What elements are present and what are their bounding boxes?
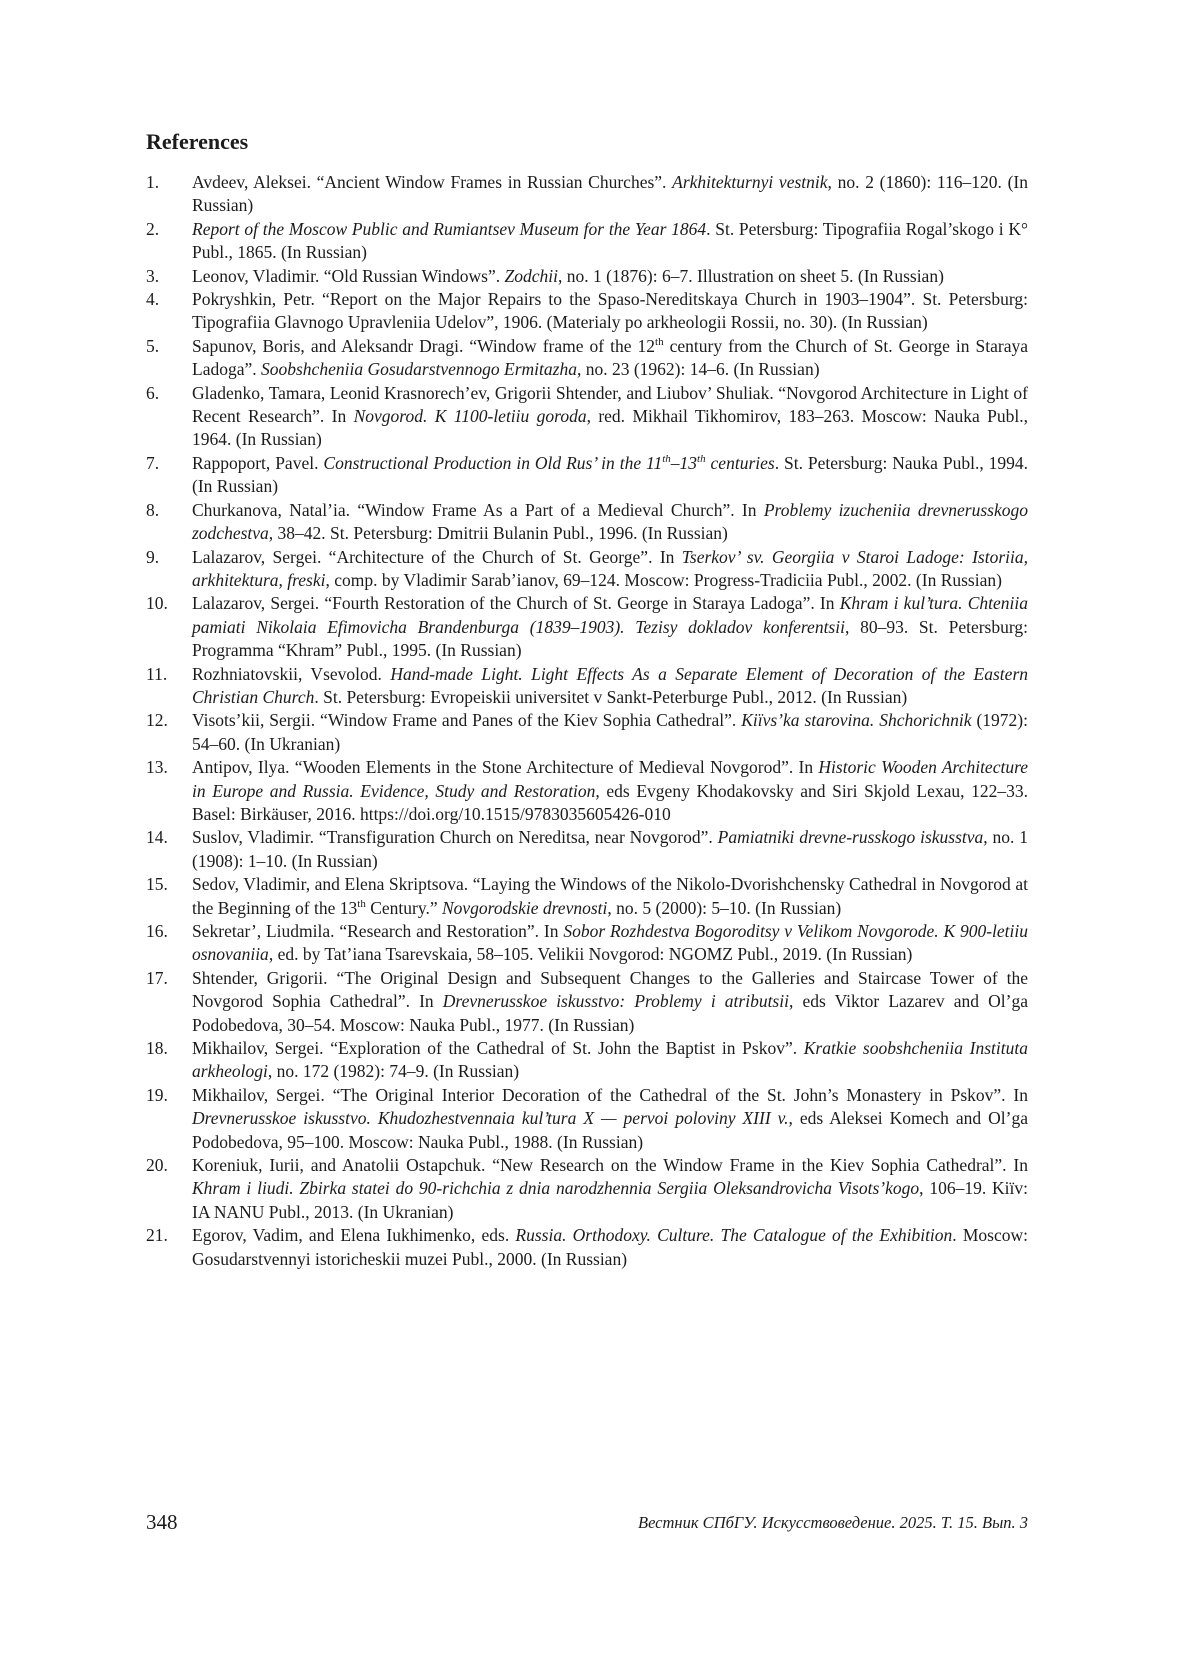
italic-title: Soobshcheniia Gosudarstvennogo Ermitazha (261, 359, 577, 380)
reference-item (146, 335, 1028, 382)
reference-fragment: , eds Aleksei Komech and Ol’ga Podobedova, 95–100. Moscow: Nauka Publ., 1988. (In Russian) (192, 1108, 1028, 1152)
reference-item (146, 592, 1028, 662)
reference-fragment: , 80–93. St. Petersburg: Programma “Khram” Publ., 1995. (In Russian) (192, 616, 1028, 661)
reference-text (192, 710, 1028, 753)
reference-number: 15. (146, 874, 168, 895)
reference-item (146, 499, 1028, 546)
reference-item (146, 967, 1028, 1037)
reference-fragment: Sekretar’, Liudmila. “Research and Restoration”. In (192, 921, 564, 941)
reference-fragment: Lalazarov, Sergei. “Fourth Restoration of the Church of St. George in Staraya Ladoga”. In (192, 593, 840, 614)
reference-fragment: century from the Church of St. George in Staraya Ladoga”. (192, 335, 1028, 380)
reference-number: 11. (146, 663, 168, 684)
reference-fragment: Rappoport, Pavel. (192, 452, 324, 473)
reference-fragment: Sapunov, Boris, and Aleksandr Dragi. “Window frame of the 12 (192, 335, 656, 356)
ordinal-superscript: th (662, 453, 671, 466)
reference-number: 10. (146, 593, 168, 614)
reference-fragment: . St. Petersburg: Evropeiskii universitet v Sankt-Peterburge Publ., 2012. (In Russian) (314, 686, 908, 707)
reference-number: 2. (146, 218, 160, 239)
reference-fragment: , eds Viktor Lazarev and Ol’ga Podobedova, 30–54. Moscow: Nauka Publ., 1977. (In Russian) (192, 991, 1028, 1035)
reference-fragment: , no. 1 (1908): 1–10. (In Russian) (192, 827, 1028, 871)
reference-number: 4. (146, 289, 160, 310)
reference-fragment: Churkanova, Natal’ia. “Window Frame As a Part of a Medieval Church”. In (192, 499, 764, 520)
reference-item (146, 663, 1028, 710)
reference-text (192, 1085, 1028, 1152)
reference-fragment: Mikhailov, Sergei. “The Original Interior Decoration of the Cathedral of the St. John’s Monastery in Pskov”. In (192, 1084, 1028, 1105)
italic-title: Drevnerusskoe iskusstvo: Problemy i atributsii (442, 991, 789, 1012)
reference-fragment: , ed. by Tat’iana Tsarevskaia, 58–105. Velikii Novgorod: NGOMZ Publ., 2019. (In Russian) (268, 944, 913, 965)
italic-title: Hand-made Light. Light Effects As a Separate Element of Decoration of the Eastern Christian Church (192, 663, 1028, 707)
reference-number: 18. (146, 1038, 168, 1059)
reference-text (192, 289, 1028, 332)
italic-title: Problemy izucheniia drevnerusskogo zodchestva (192, 499, 1028, 544)
reference-fragment: Rozhniatovskii, Vsevolod. (192, 663, 391, 684)
reference-item (146, 265, 1028, 288)
reference-number: 5. (146, 335, 160, 356)
reference-text (192, 757, 1028, 824)
reference-fragment: , no. 172 (1982): 74–9. (In Russian) (267, 1061, 520, 1082)
ordinal-superscript: th (655, 336, 664, 349)
reference-fragment: , no. 23 (1962): 14–6. (In Russian) (576, 359, 820, 380)
italic-title: Historic Wooden Architecture in Europe and Russia. Evidence, Study and Restoration (192, 757, 1029, 801)
reference-fragment: , red. Mikhail Tikhomirov, 183–263. Moscow: Nauka Publ., 1964. (In Russian) (192, 406, 1028, 450)
reference-fragment: Lalazarov, Sergei. “Architecture of the Church of St. George”. In (192, 546, 682, 567)
reference-item (146, 382, 1028, 452)
reference-text (192, 968, 1028, 1035)
reference-fragment: , no. 2 (1860): 116–120. (In Russian) (192, 172, 1028, 216)
reference-fragment: Visots’kii, Sergii. “Window Frame and Panes of the Kiev Sophia Cathedral”. (192, 710, 742, 731)
reference-fragment: . St. Petersburg: Tipografiia Rogal’skogo i K° Publ., 1865. (In Russian) (192, 218, 1029, 263)
reference-text (192, 219, 1028, 262)
reference-number: 17. (146, 967, 168, 988)
reference-item (146, 1154, 1028, 1224)
reference-fragment: , comp. by Vladimir Sarab’ianov, 69–124. Moscow: Progress-Tradiciia Publ., 2002. (In Russian) (325, 569, 1002, 590)
italic-title: Pamiatniki drevne-russkogo iskusstva (717, 827, 984, 848)
reference-item (146, 218, 1028, 265)
reference-item (146, 546, 1028, 593)
reference-number: 1. (146, 172, 160, 192)
italic-title: Constructional Production in Old Rus’ in the 11 (323, 452, 663, 473)
italic-title: –13 (670, 452, 698, 473)
italic-title: Novgorodskie drevnosti (441, 897, 608, 918)
reference-fragment: , 106–19. Kiïv: IA NANU Publ., 2013. (In Ukranian) (192, 1178, 1028, 1222)
reference-item (146, 920, 1028, 967)
italic-title: Zodchii (504, 265, 558, 286)
reference-text (192, 547, 1028, 590)
reference-item (146, 826, 1028, 873)
reference-text (192, 453, 1028, 496)
reference-fragment: Antipov, Ilya. “Wooden Elements in the Stone Architecture of Medieval Novgorod”. In (192, 757, 819, 778)
reference-item (146, 1084, 1028, 1154)
reference-text (192, 1155, 1028, 1222)
reference-text (192, 1225, 1028, 1268)
reference-item (146, 1037, 1028, 1084)
page-footer (146, 1510, 1028, 1540)
reference-fragment: , no. 5 (2000): 5–10. (In Russian) (607, 897, 842, 918)
italic-title: Tserkov’ sv. Georgiia v Staroi Ladoge: Istoriia, arkhitektura, freski (192, 546, 1028, 590)
italic-title: Novgorod. K 1100-letiiu goroda (353, 406, 587, 427)
reference-text (192, 921, 1028, 964)
italic-title: Kratkie soobshcheniia Instituta arkheologi (192, 1038, 1028, 1082)
italic-title: Kiïvs’ka starovina. Shchorichnik (741, 710, 972, 731)
reference-number: 12. (146, 710, 168, 731)
reference-fragment: , 38–42. St. Petersburg: Dmitrii Bulanin Publ., 1996. (In Russian) (268, 523, 728, 544)
reference-number: 21. (146, 1225, 168, 1246)
reference-fragment: , eds Evgeny Khodakovsky and Siri Skjold Lexau, 122–33. Basel: Birkäuser, 2016. https://doi.org/10.1515/9783035605426-010 (192, 780, 1028, 824)
reference-fragment: Egorov, Vadim, and Elena Iukhimenko, eds. (192, 1225, 516, 1246)
reference-fragment: Koreniuk, Iurii, and Anatolii Ostapchuk. “New Research on the Window Frame in the Kiev Sophia Cathedral”. In (192, 1155, 1028, 1176)
reference-item (146, 171, 1028, 218)
reference-text (192, 500, 1028, 543)
italic-title: Arkhitekturnyi vestnik (672, 172, 828, 192)
reference-number: 8. (146, 499, 160, 520)
reference-item (146, 452, 1028, 499)
reference-number: 19. (146, 1084, 168, 1105)
italic-title: centuries (705, 452, 775, 473)
reference-fragment: Shtender, Grigorii. “The Original Design and Subsequent Changes to the Galleries and Staircase Tower of the Novgorod Sophia Cathedral”. In (192, 967, 1028, 1012)
references-list (146, 171, 1028, 1271)
reference-fragment: (1972): 54–60. (In Ukranian) (192, 710, 1028, 754)
reference-fragment: , no. 1 (1876): 6–7. Illustration on sheet 5. (In Russian) (557, 265, 944, 286)
reference-number: 16. (146, 921, 168, 941)
reference-number: 6. (146, 382, 160, 403)
reference-number: 3. (146, 265, 160, 286)
reference-text (192, 1038, 1028, 1081)
ordinal-superscript: th (357, 897, 366, 910)
reference-fragment: Sedov, Vladimir, and Elena Skriptsova. “Laying the Windows of the Nikolo-Dvorishchensky Cathedral in Novgorod at the Beginning of the 13 (192, 874, 1028, 918)
reference-number: 9. (146, 546, 160, 567)
reference-text (192, 593, 1028, 660)
reference-text (192, 827, 1028, 870)
reference-fragment: . St. Petersburg: Nauka Publ., 1994. (In Russian) (192, 452, 1029, 497)
reference-number: 14. (146, 827, 168, 848)
reference-fragment: Mikhailov, Sergei. “Exploration of the Cathedral of St. John the Baptist in Pskov”. (192, 1038, 804, 1059)
reference-fragment: Avdeev, Aleksei. “Ancient Window Frames in Russian Churches”. (192, 172, 673, 192)
reference-fragment: Century.” (365, 897, 442, 918)
italic-title: Drevnerusskoe iskusstvo. Khudozhestvennaia kul’tura X — pervoi poloviny XIII v. (192, 1108, 789, 1129)
reference-item (146, 873, 1028, 920)
reference-item (146, 1224, 1028, 1271)
reference-text (192, 383, 1028, 450)
reference-text (192, 336, 1028, 379)
reference-fragment: Pokryshkin, Petr. “Report on the Major Repairs to the Spaso-Nereditskaya Church in 1903–1904”. St. Petersburg: Tipografiia Glavnogo Upravleniia Udelov”, 1906. (Materialy po arkheologii Rossii, no. 30). (In Russian) (192, 289, 1028, 333)
ordinal-superscript: th (697, 453, 706, 466)
references-section (146, 128, 1028, 1271)
reference-fragment: Suslov, Vladimir. “Transfiguration Church on Nereditsa, near Novgorod”. (192, 827, 718, 848)
reference-item (146, 756, 1028, 826)
reference-fragment: . Moscow: Gosudarstvennyi istoricheskii muzei Publ., 2000. (In Russian) (192, 1225, 1028, 1269)
reference-fragment: Leonov, Vladimir. “Old Russian Windows”. (192, 265, 505, 286)
reference-number: 13. (146, 757, 168, 778)
reference-item (146, 709, 1028, 756)
references-heading: References (146, 129, 249, 154)
page-number: 348 (146, 1510, 178, 1534)
italic-title: Russia. Orthodoxy. Culture. The Catalogue of the Exhibition (515, 1225, 953, 1246)
reference-number: 7. (146, 452, 160, 473)
journal-running-title: Вестник СПбГУ. Искусствоведение. 2025. Т. 15. Вып. 3 (637, 1513, 1028, 1532)
reference-number: 20. (146, 1155, 168, 1176)
reference-text (192, 664, 1028, 707)
reference-text (192, 172, 1028, 215)
reference-item (146, 288, 1028, 335)
reference-text (192, 266, 944, 286)
italic-title: Report of the Moscow Public and Rumiantsev Museum for the Year 1864 (192, 218, 707, 239)
italic-title: Sobor Rozhdestva Bogoroditsy v Velikom Novgorode. K 900-letiiu osnovaniia (192, 921, 1029, 965)
italic-title: Khram i kul’tura. Chteniia pamiati Nikolaia Efimovicha Brandenburga (1839–1903). Tezisy dokladov konferentsii (192, 593, 1029, 637)
reference-text (192, 874, 1028, 917)
reference-fragment: Gladenko, Tamara, Leonid Krasnorech’ev, Grigorii Shtender, and Liubov’ Shuliak. “Novgorod Architecture in Light of Recent Research”. In (192, 382, 1028, 427)
italic-title: Khram i liudi. Zbirka statei do 90-richchia z dnia narodzhennia Sergiia Oleksandrovicha Visots’kogo (192, 1178, 920, 1199)
